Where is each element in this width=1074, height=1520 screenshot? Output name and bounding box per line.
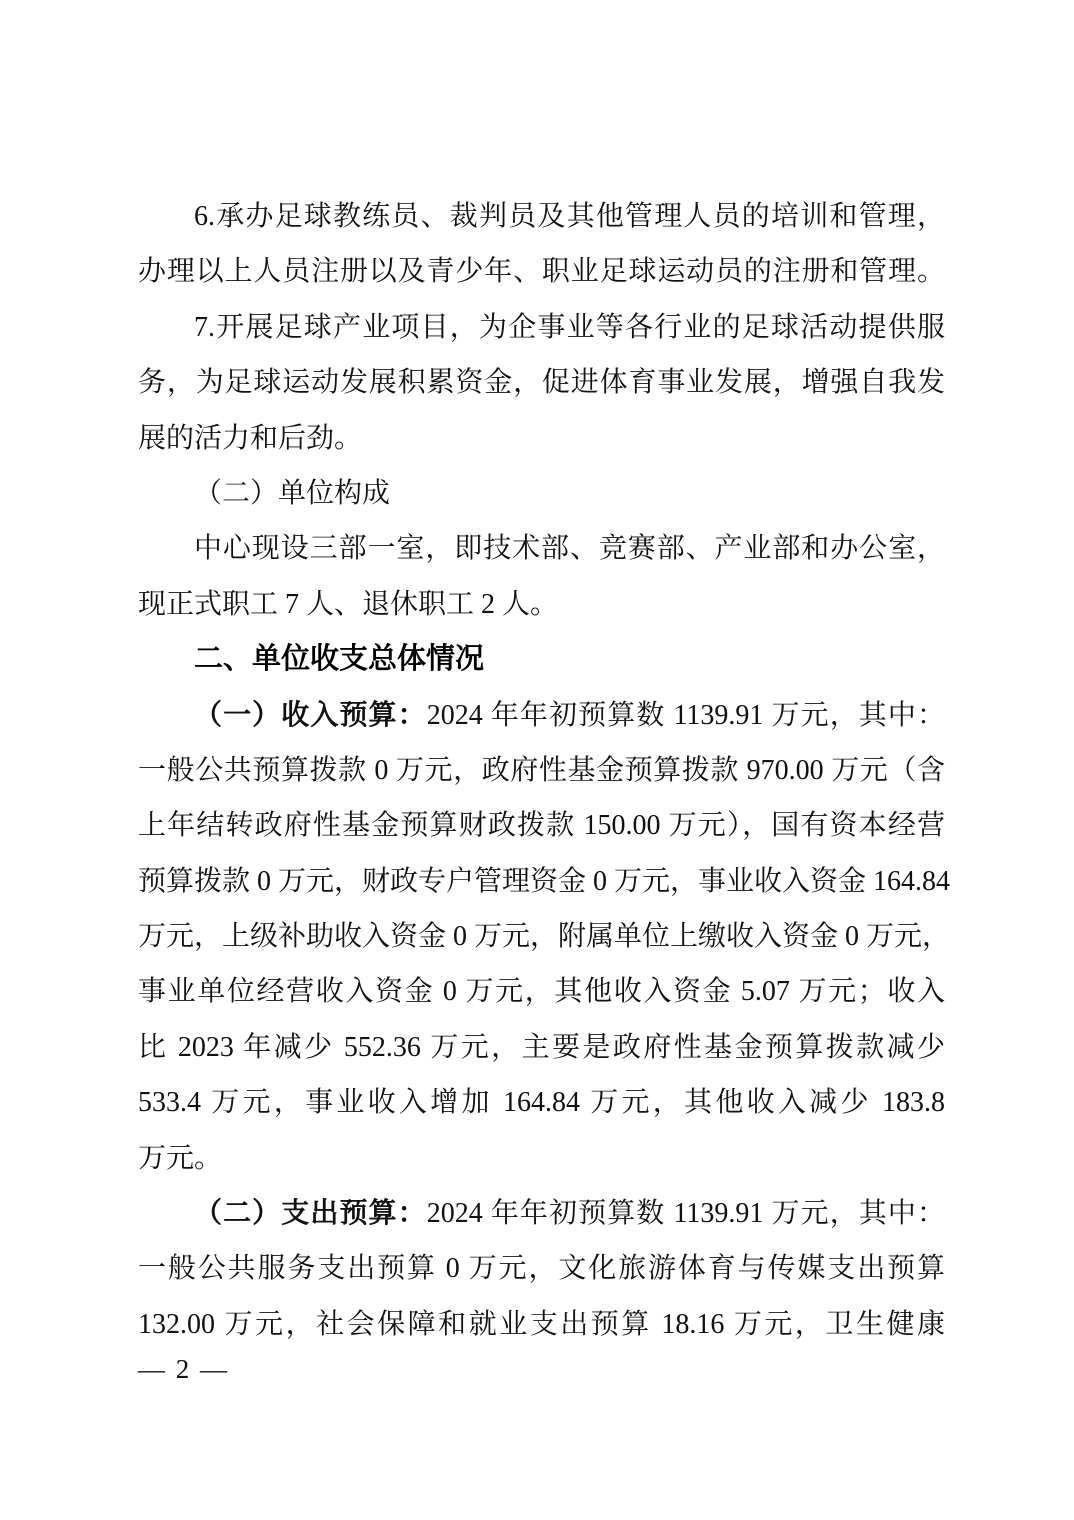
body-line: 预算拨款 0 万元，财政专户管理资金 0 万元，事业收入资金 164.84: [138, 865, 951, 897]
page-number: — 2 —: [138, 1354, 229, 1384]
body-line: 533.4 万元，事业收入增加 164.84 万元，其他收入减少 183.8: [138, 1087, 945, 1119]
body-line: 6.承办足球教练员、裁判员及其他管理人员的培训和管理，: [194, 201, 945, 232]
body-line: 比 2023 年减少 552.36 万元，主要是政府性基金预算拨款减少: [138, 1031, 945, 1063]
body-line: 7.开展足球产业项目，为企事业等各行业的足球活动提供服: [194, 311, 945, 343]
body-line: 展的活力和后劲。: [138, 422, 363, 454]
body-line: 132.00 万元，社会保障和就业支出预算 18.16 万元，卫生健康: [138, 1308, 945, 1340]
body-line: 上年结转政府性基金预算财政拨款 150.00 万元），国有资本经营: [138, 810, 945, 842]
body-line: 事业单位经营收入资金 0 万元，其他收入资金 5.07 万元；收入: [138, 976, 945, 1008]
body-line: [138, 688, 945, 743]
body-line: 万元。: [138, 1142, 223, 1174]
body-line: 一般公共服务支出预算 0 万元，文化旅游体育与传媒支出预算: [138, 1253, 945, 1285]
paragraph-lead: （二）支出预算：: [194, 1198, 427, 1230]
paragraph-text: 2024 年年初预算数 1139.91 万元，其中：: [426, 1198, 945, 1230]
subsection-heading: （二）单位构成: [194, 477, 391, 509]
document-body: [138, 189, 951, 1352]
paragraph-text: 2024 年年初预算数 1139.91 万元，其中：: [426, 699, 945, 731]
body-line: [138, 1186, 945, 1241]
body-line: 办理以上人员注册以及青少年、职业足球运动员的注册和管理。: [138, 256, 945, 288]
body-line: 中心现设三部一室，即技术部、竞赛部、产业部和办公室，: [194, 533, 945, 565]
body-line: 一般公共预算拨款 0 万元，政府性基金预算拨款 970.00 万元（含: [138, 754, 945, 786]
section-heading: 二、单位收支总体情况: [194, 643, 485, 676]
body-line: 万元，上级补助收入资金 0 万元，附属单位上缴收入资金 0 万元，: [138, 921, 951, 953]
body-line: 现正式职工 7 人、退休职工 2 人。: [138, 588, 559, 620]
paragraph-lead: （一）收入预算：: [194, 699, 427, 731]
body-line: 务，为足球运动发展积累资金，促进体育事业发展，增强自我发: [138, 367, 945, 399]
